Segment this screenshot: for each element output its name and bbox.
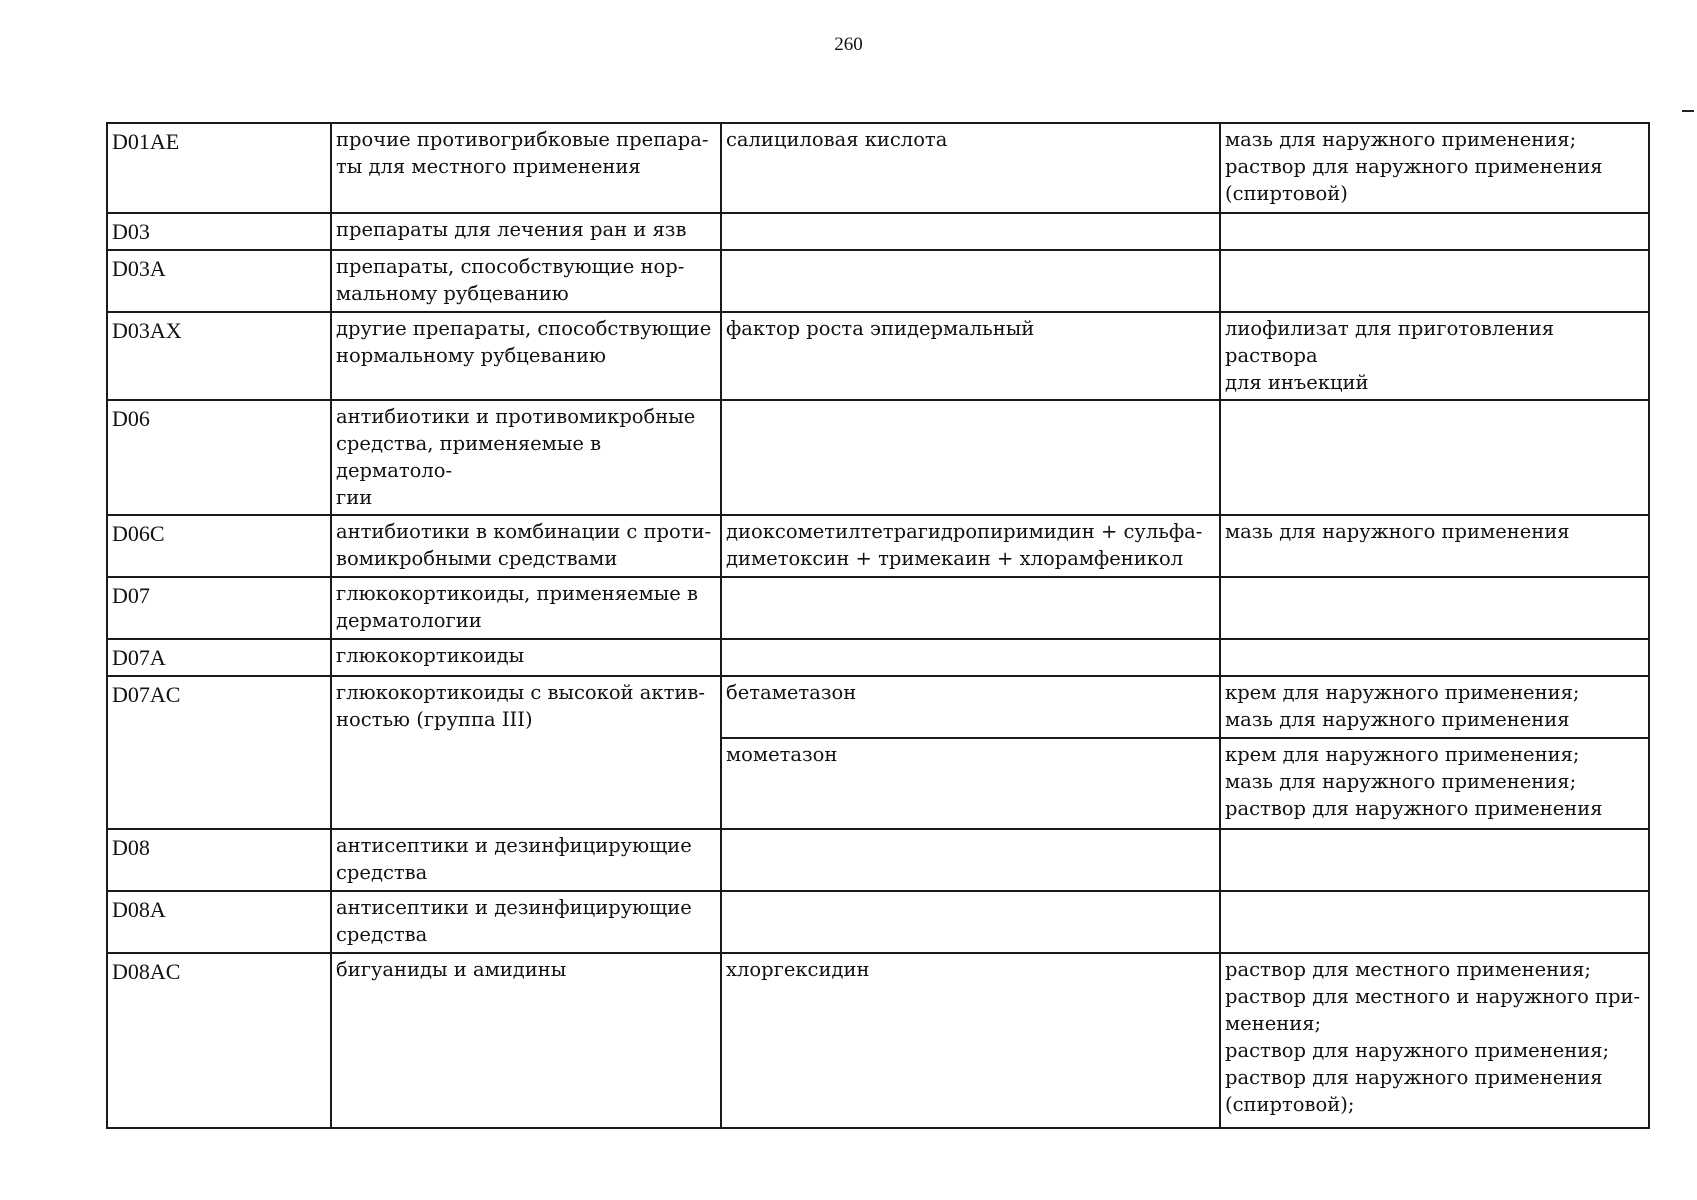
dosage-form-cell xyxy=(1220,891,1649,953)
pharmacological-group-cell: бигуаниды и амидины xyxy=(331,953,721,1128)
table-row xyxy=(107,250,1649,312)
pharmacological-group-cell: препараты для лечения ран и язв xyxy=(331,213,721,250)
active-substance-cell xyxy=(721,213,1220,250)
dosage-form-cell xyxy=(1220,577,1649,639)
pharmacological-group-cell: глюкокортикоиды с высокой актив- ностью (группа III) xyxy=(331,676,721,829)
atc-code-cell: D07AC xyxy=(107,676,331,829)
active-substance-cell xyxy=(721,577,1220,639)
atc-code-cell: D07A xyxy=(107,639,331,676)
dosage-form-cell xyxy=(1220,250,1649,312)
pharmacological-group-cell: препараты, способствующие нор- мальному рубцеванию xyxy=(331,250,721,312)
pharmacological-group-cell: глюкокортикоиды, применяемые в дерматологии xyxy=(331,577,721,639)
dosage-form-cell xyxy=(1220,400,1649,515)
page-number: 260 xyxy=(834,34,863,55)
dosage-form-cell xyxy=(1220,213,1649,250)
table-row xyxy=(107,676,1649,738)
pharmacological-group-cell: антисептики и дезинфицирующие средства xyxy=(331,829,721,891)
dosage-form-cell: крем для наружного применения; мазь для наружного применения; раствор для наружного применения xyxy=(1220,738,1649,829)
table-row xyxy=(107,400,1649,515)
active-substance-cell xyxy=(721,250,1220,312)
active-substance-cell: мометазон xyxy=(721,738,1220,829)
atc-code-cell: D03A xyxy=(107,250,331,312)
active-substance-cell: диоксометилтетрагидропиримидин + сульфа- диметоксин + тримекаин + хлорамфеникол xyxy=(721,515,1220,577)
atc-code-cell: D03 xyxy=(107,213,331,250)
margin-mark xyxy=(1682,110,1694,112)
dosage-form-cell: лиофилизат для приготовления раствора для инъекций xyxy=(1220,312,1649,400)
pharmacological-group-cell: антибиотики и противомикробные средства, применяемые в дерматоло- гии xyxy=(331,400,721,515)
atc-code-cell: D07 xyxy=(107,577,331,639)
active-substance-cell: фактор роста эпидермальный xyxy=(721,312,1220,400)
dosage-form-cell: раствор для местного применения; раствор для местного и наружного при- менения; раствор для наружного применения; раствор для наружного применения (спиртовой); xyxy=(1220,953,1649,1128)
table-row xyxy=(107,312,1649,400)
pharmacological-group-cell: антибиотики в комбинации с проти- вомикробными средствами xyxy=(331,515,721,577)
atc-code-cell: D08A xyxy=(107,891,331,953)
dosage-form-cell: мазь для наружного применения xyxy=(1220,515,1649,577)
dosage-form-cell: мазь для наружного применения; раствор для наружного применения (спиртовой) xyxy=(1220,123,1649,213)
atc-code-cell: D06C xyxy=(107,515,331,577)
dosage-form-cell xyxy=(1220,829,1649,891)
table-row xyxy=(107,639,1649,676)
atc-code-cell: D06 xyxy=(107,400,331,515)
dosage-form-cell xyxy=(1220,639,1649,676)
pharmacological-group-cell: прочие противогрибковые препара- ты для местного применения xyxy=(331,123,721,213)
pharmacological-group-cell: глюкокортикоиды xyxy=(331,639,721,676)
pharmacological-group-cell: другие препараты, способствующие нормальному рубцеванию xyxy=(331,312,721,400)
atc-code-cell: D08 xyxy=(107,829,331,891)
pharmacological-group-cell: антисептики и дезинфицирующие средства xyxy=(331,891,721,953)
table-row xyxy=(107,515,1649,577)
atc-code-cell: D01AE xyxy=(107,123,331,213)
atc-code-cell: D03AX xyxy=(107,312,331,400)
table-row xyxy=(107,829,1649,891)
active-substance-cell xyxy=(721,829,1220,891)
active-substance-cell xyxy=(721,639,1220,676)
table-row xyxy=(107,213,1649,250)
active-substance-cell: бетаметазон xyxy=(721,676,1220,738)
active-substance-cell: салициловая кислота xyxy=(721,123,1220,213)
active-substance-cell xyxy=(721,400,1220,515)
atc-code-cell: D08AC xyxy=(107,953,331,1128)
active-substance-cell xyxy=(721,891,1220,953)
table-row xyxy=(107,123,1649,213)
table-row xyxy=(107,891,1649,953)
table-row xyxy=(107,953,1649,1128)
dosage-form-cell: крем для наружного применения; мазь для наружного применения xyxy=(1220,676,1649,738)
drug-classification-table xyxy=(106,122,1650,1129)
active-substance-cell: хлоргексидин xyxy=(721,953,1220,1128)
table-row xyxy=(107,577,1649,639)
